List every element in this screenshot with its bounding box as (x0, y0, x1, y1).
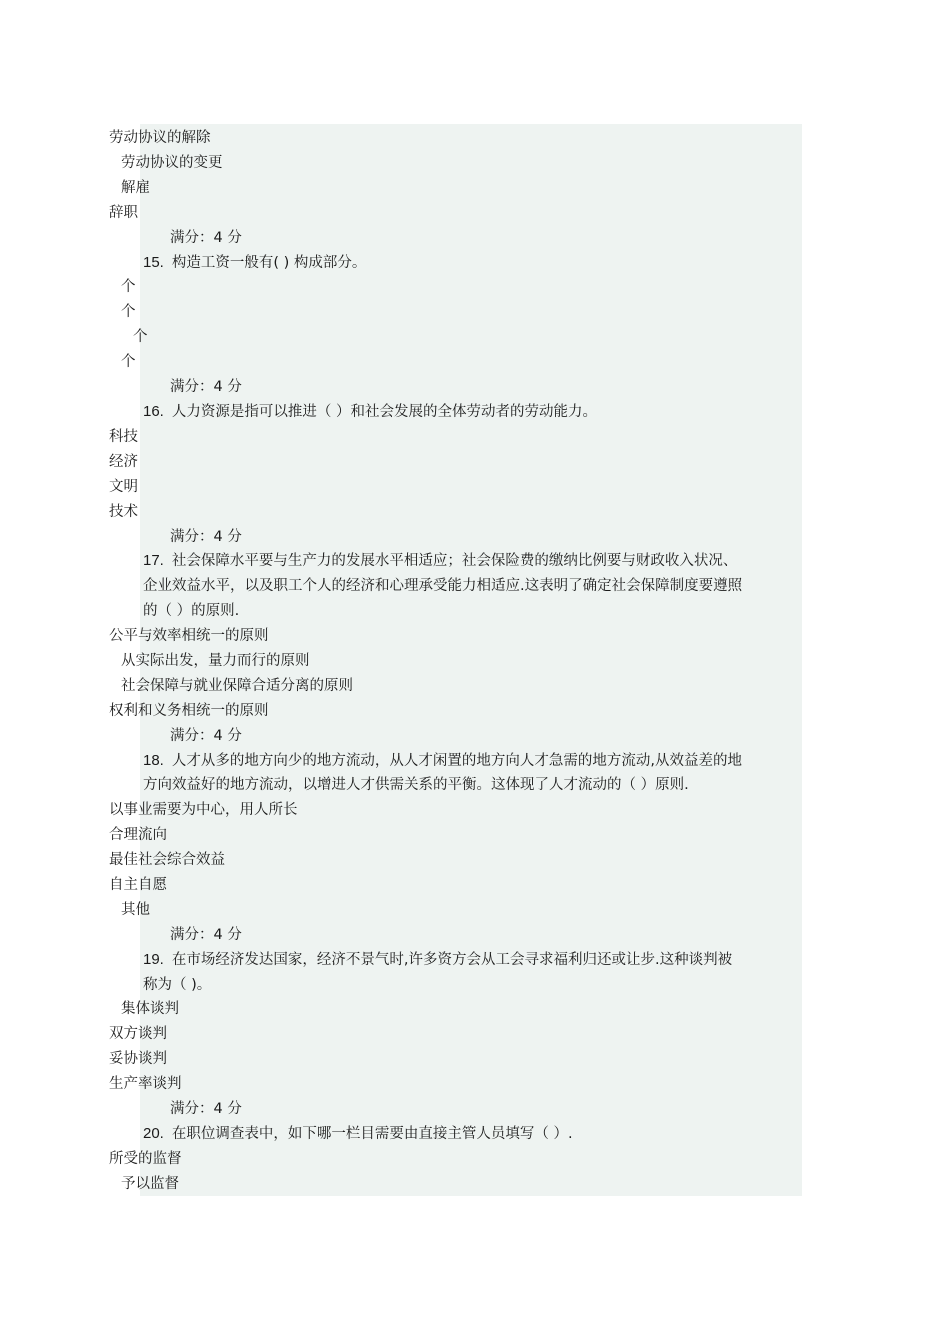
question-text-line-3: 的（ ）的原则. (143, 603, 240, 619)
question-text-line-1: 在市场经济发达国家，经济不景气时,许多资方会从工会寻求福利归还或让步.这种谈判被 (171, 952, 733, 968)
option-16-2[interactable]: 经济 (109, 454, 138, 470)
option-19-2[interactable]: 双方谈判 (109, 1026, 167, 1042)
score-label: 满分：4 分 (170, 230, 242, 246)
option-0-4[interactable]: 辞职 (109, 205, 138, 221)
option-18-3[interactable]: 最佳社会综合效益 (109, 852, 225, 868)
option-17-3[interactable]: 社会保障与就业保障合适分离的原则 (121, 678, 353, 694)
score-label: 满分：4 分 (170, 728, 242, 744)
option-18-5[interactable]: 其他 (121, 902, 150, 918)
question-text: 人力资源是指可以推进（ ）和社会发展的全体劳动者的劳动能力。 (171, 404, 597, 420)
option-18-4[interactable]: 自主自愿 (109, 877, 167, 893)
question-number: 16. (143, 403, 164, 420)
option-0-2[interactable]: 劳动协议的变更 (121, 155, 223, 171)
question-number: 18. (143, 752, 164, 769)
option-17-2[interactable]: 从实际出发，量力而行的原则 (121, 653, 310, 669)
question-text-line-2: 企业效益水平，以及职工个人的经济和心理承受能力相适应.这表明了确定社会保障制度要遵照 (143, 578, 743, 594)
option-17-1[interactable]: 公平与效率相统一的原则 (109, 628, 269, 644)
question-15 (143, 253, 366, 273)
option-19-1[interactable]: 集体谈判 (121, 1001, 179, 1017)
question-text-line-1: 人才从多的地方向少的地方流动，从人才闲置的地方向人才急需的地方流动,从效益差的地 (171, 753, 742, 769)
score-label: 满分：4 分 (170, 927, 242, 943)
option-19-4[interactable]: 生产率谈判 (109, 1076, 182, 1092)
question-17 (143, 551, 737, 571)
option-17-4[interactable]: 权利和义务相统一的原则 (109, 703, 269, 719)
option-16-4[interactable]: 技术 (109, 504, 138, 520)
question-16 (143, 402, 597, 422)
option-16-1[interactable]: 科技 (109, 429, 138, 445)
option-0-1[interactable]: 劳动协议的解除 (109, 130, 211, 146)
question-text-line-2: 方向效益好的地方流动，以增进人才供需关系的平衡。这体现了人才流动的（ ）原则. (143, 777, 689, 793)
option-20-2[interactable]: 予以监督 (121, 1176, 179, 1192)
score-label: 满分：4 分 (170, 1101, 242, 1117)
question-number: 15. (143, 254, 164, 271)
score-label: 满分：4 分 (170, 379, 242, 395)
option-20-1[interactable]: 所受的监督 (109, 1151, 182, 1167)
question-text: 构造工资一般有( ) 构成部分。 (171, 255, 367, 271)
question-18 (143, 751, 742, 771)
question-19 (143, 950, 732, 970)
option-18-1[interactable]: 以事业需要为中心，用人所长 (109, 802, 298, 818)
question-20 (143, 1124, 573, 1144)
question-text-line-1: 社会保障水平要与生产力的发展水平相适应；社会保险费的缴纳比例要与财政收入状况、 (171, 553, 738, 569)
option-16-3[interactable]: 文明 (109, 479, 138, 495)
option-19-3[interactable]: 妥协谈判 (109, 1051, 167, 1067)
option-15-4[interactable]: 个 (121, 354, 136, 370)
option-15-1[interactable]: 个 (121, 279, 136, 295)
question-number: 20. (143, 1125, 164, 1142)
score-label: 满分：4 分 (170, 529, 242, 545)
question-number: 19. (143, 951, 164, 968)
option-15-2[interactable]: 个 (121, 304, 136, 320)
question-number: 17. (143, 552, 164, 569)
option-0-3[interactable]: 解雇 (121, 180, 150, 196)
option-18-2[interactable]: 合理流向 (109, 827, 167, 843)
option-15-3[interactable]: 个 (133, 329, 148, 345)
question-text: 在职位调查表中，如下哪一栏目需要由直接主管人员填写（ ）. (171, 1126, 573, 1142)
question-text-line-2: 称为（ )。 (143, 977, 212, 993)
